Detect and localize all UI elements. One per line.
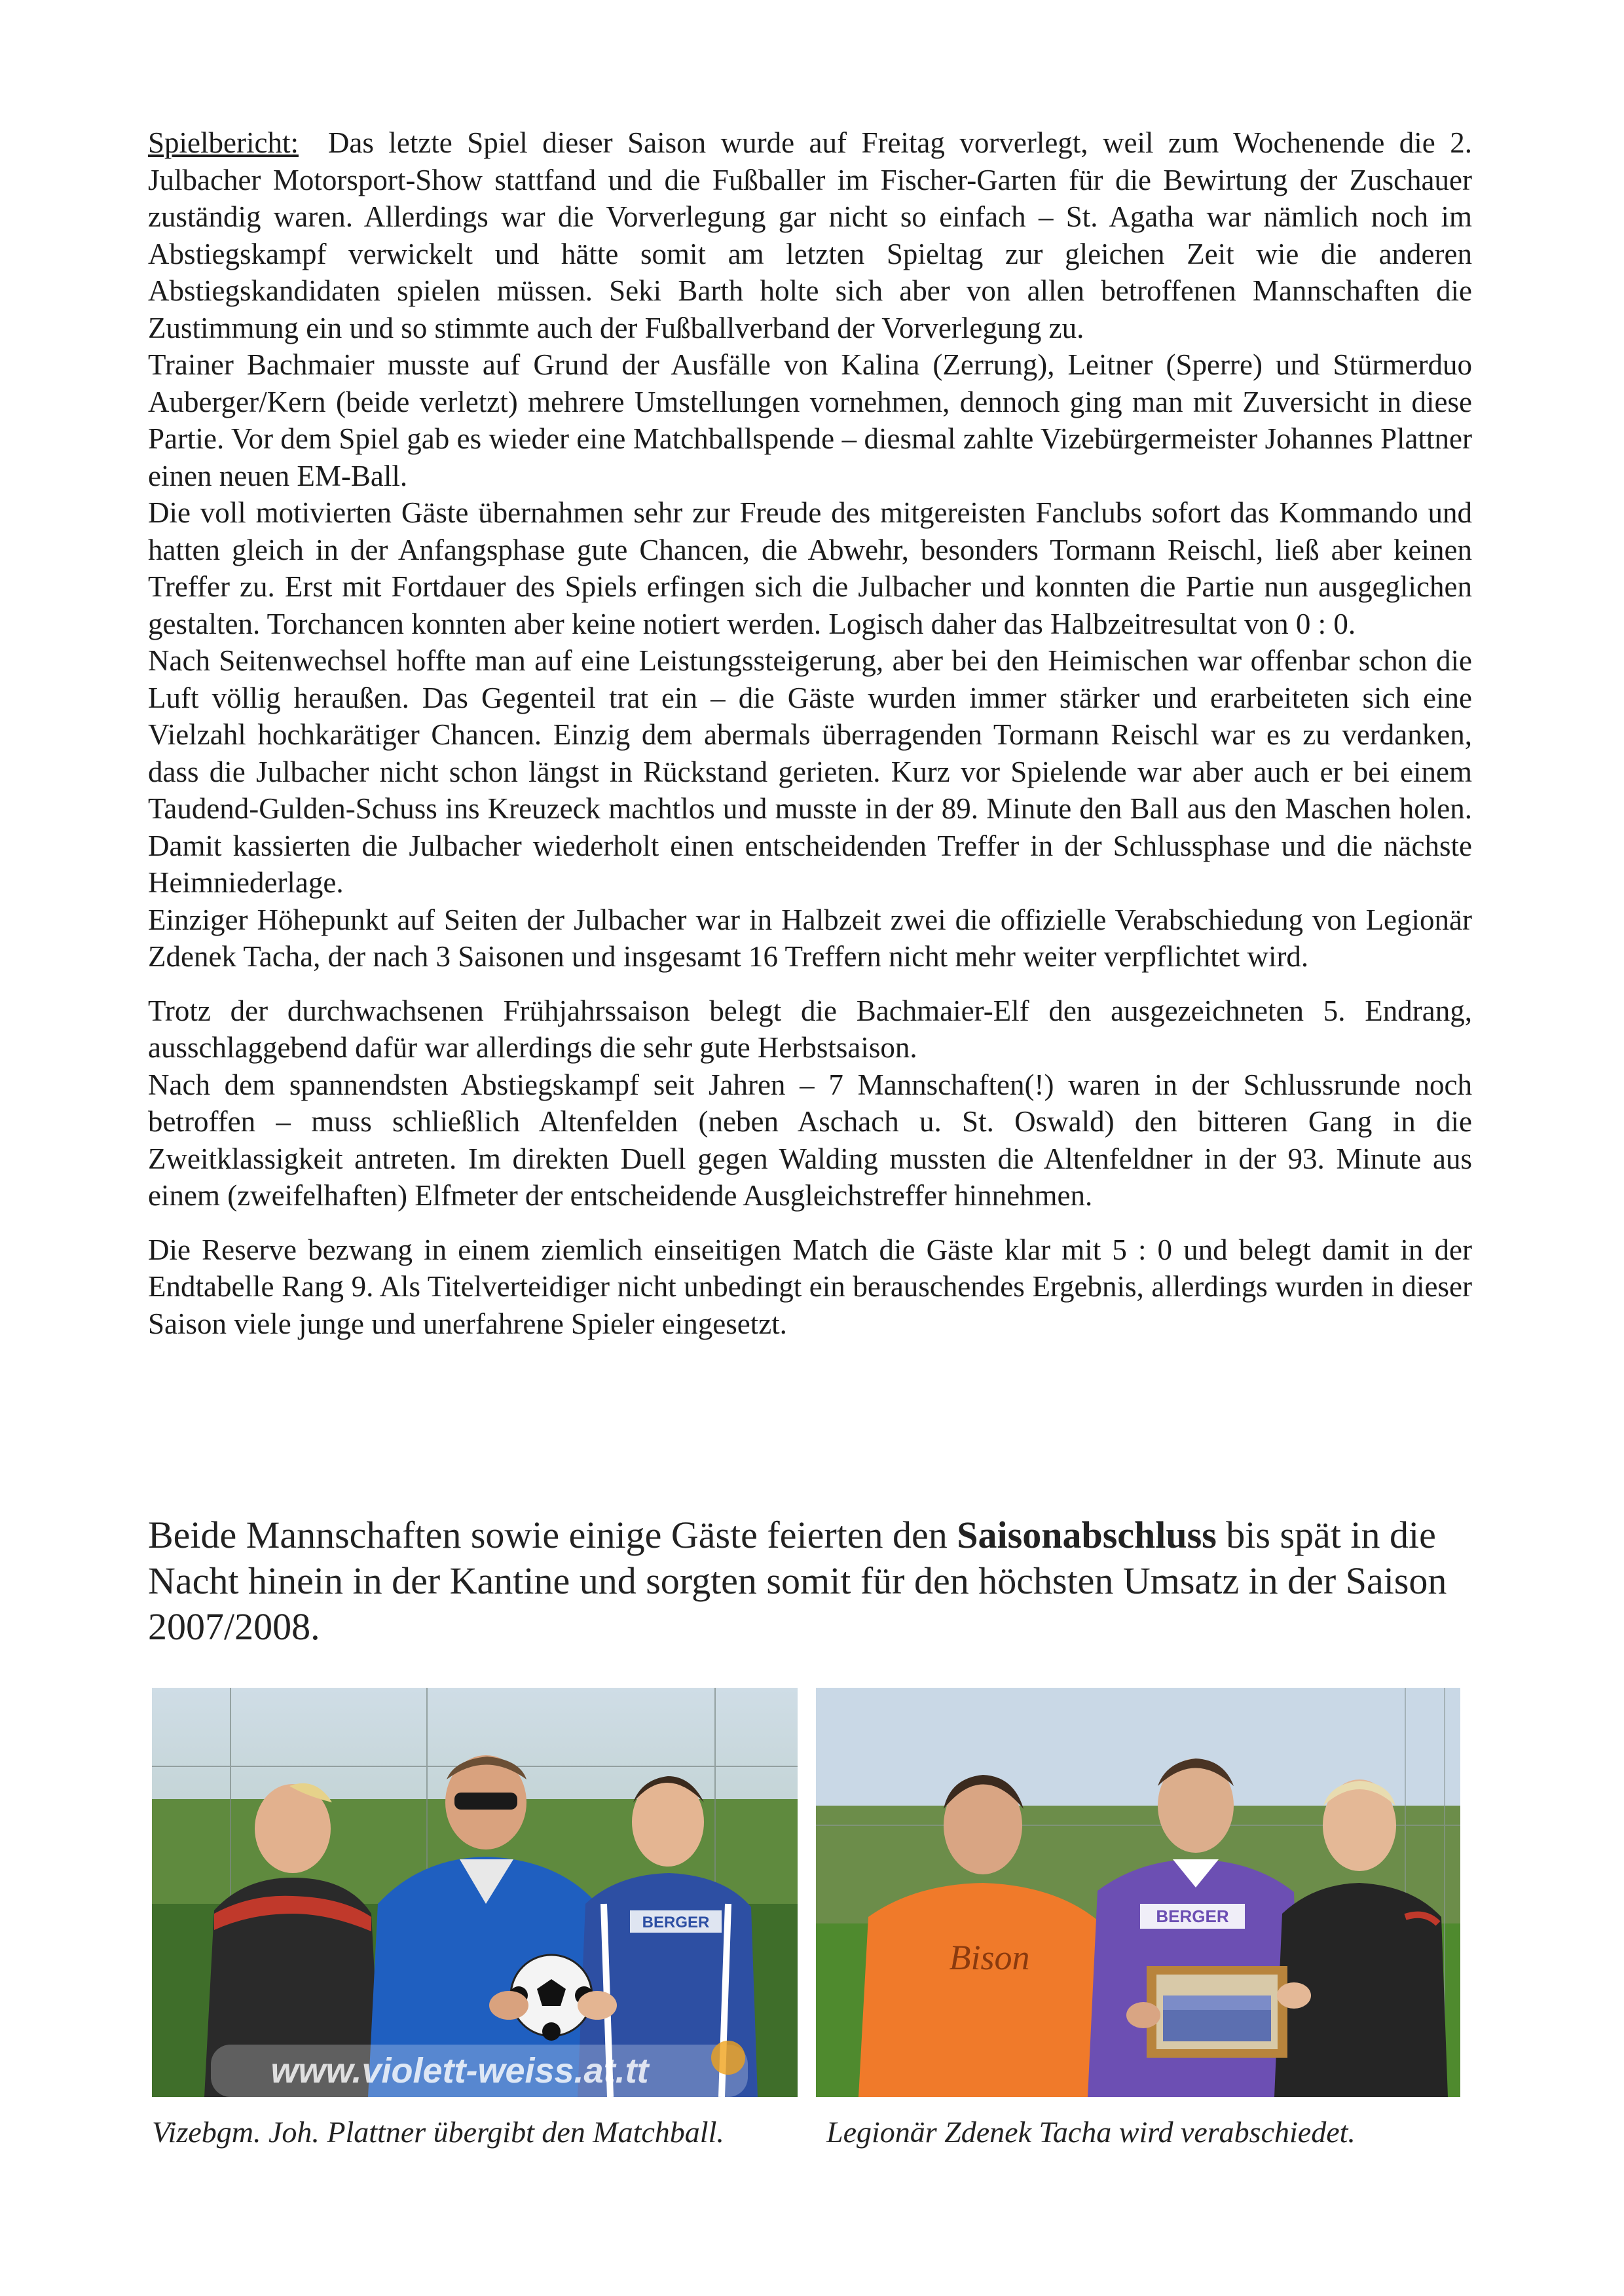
season-closing-note — [148, 1512, 1472, 1650]
hand — [578, 1991, 617, 2020]
report-paragraph-4: Nach Seitenwechsel hoffte man auf eine Leistungssteigerung, aber bei den Heimischen war offenbar schon die Luft völlig heraußen. Das Gegenteil trat ein – die Gäste wurden immer stärker und erarbeiteten sich eine Vielzahl hochkarätiger Chancen. Einzig dem abermals überragenden Tormann Reischl war es zu verdanken, dass die Julbacher nicht schon längst in Rückstand gerieten. Kurz vor Spielende war aber auch er bei einem Taudend-Gulden-Schuss ins Kreuzeck machtlos und musste in der 89. Minute den Ball aus den Maschen holen. Damit kassierten die Julbacher wiederholt einen entscheidenden Treffer in der Schlussphase und die nächste Heimniederlage. — [148, 644, 1472, 899]
caption-right: Legionär Zdenek Tacha wird verabschiedet. — [826, 2115, 1356, 2149]
photo-matchball-handover — [152, 1688, 798, 2097]
caption-left: Vizebgm. Joh. Plattner übergibt den Matchball. — [152, 2115, 724, 2149]
watermark-text: www.violett-weiss.at.tt — [270, 2051, 649, 2090]
closing-text-before: Beide Mannschaften sowie einige Gäste feierten den — [148, 1514, 957, 1556]
shirt-print-orange: Bison — [949, 1938, 1030, 1977]
report-paragraph-1 — [148, 124, 1472, 346]
report-paragraph-5: Einziger Höhepunkt auf Seiten der Julbacher war in Halbzeit zwei die offizielle Verabschiedung von Legionär Zdenek Tacha, der nach 3 Saisonen und insgesamt 16 Treffern nicht mehr weiter verpflichtet wird. — [148, 903, 1472, 973]
photo-right-illustration — [816, 1688, 1460, 2097]
report-lead: Spielbericht: — [148, 126, 299, 159]
closing-text-bold: Saisonabschluss — [957, 1514, 1217, 1556]
report-paragraph-6: Trotz der durchwachsenen Frühjahrssaison belegt die Bachmaier-Elf den ausgezeichneten 5. Endrang, ausschlaggebend dafür war allerdings die sehr gute Herbstsaison. — [148, 994, 1472, 1064]
hand — [489, 1991, 528, 2020]
match-report — [148, 124, 1472, 1342]
shirt-print: BERGER — [1156, 1906, 1229, 1926]
report-paragraph-3: Die voll motivierten Gäste übernahmen sehr zur Freude des mitgereisten Fanclubs sofort das Kommando und hatten gleich in der Anfangsphase gute Chancen, die Abwehr, besonders Tormann Reischl, ließ aber keinen Treffer zu. Erst mit Fortdauer des Spiels erfingen sich die Julbacher und konnten die Partie nun ausgeglichen gestalten. Torchancen konnten aber keine notiert werden. Logisch daher das Halbzeitresultat von 0 : 0. — [148, 496, 1472, 640]
photo-farewell-tacha — [816, 1688, 1460, 2097]
report-paragraph-1-text: Das letzte Spiel dieser Saison wurde auf Freitag vorverlegt, weil zum Wochenende die 2. Julbacher Motorsport-Show stattfand und die Fußballer im Fischer-Garten für die Bewirtung der Zuschauer zuständig waren. Allerdings war die Vorverlegung gar nicht so einfach – St. Agatha war nämlich noch im Abstiegskampf verwickelt und hätte somit am letzten Spieltag zur gleichen Zeit wie die anderen Abstiegskandidaten spielen müssen. Seki Barth holte sich aber von allen betroffenen Mannschaften die Zustimmung ein und so stimmte auch der Fußballverband der Vorverlegung zu. — [148, 126, 1472, 344]
report-paragraph-2: Trainer Bachmaier musste auf Grund der Ausfälle von Kalina (Zerrung), Leitner (Sperre) und Stürmerduo Auberger/Kern (beide verletzt) mehrere Umstellungen vornehmen, dennoch ging man mit Zuversicht in diese Partie. Vor dem Spiel gab es wieder eine Matchballspende – diesmal zahlte Vizebürgermeister Johannes Plattner einen neuen EM-Ball. — [148, 348, 1472, 492]
report-paragraph-8: Die Reserve bezwang in einem ziemlich einseitigen Match die Gäste klar mit 5 : 0 und belegt damit in der Endtabelle Rang 9. Als Titelverteidiger nicht unbedingt ein berauschendes Ergebnis, allerdings wurden in dieser Saison viele junge und unerfahrene Spieler eingesetzt. — [148, 1233, 1472, 1340]
hand — [1277, 1982, 1311, 2009]
shirt-print: BERGER — [642, 1914, 710, 1931]
report-paragraph-7: Nach dem spannendsten Abstiegskampf seit Jahren – 7 Mannschaften(!) waren in der Schlussrunde noch betroffen – muss schließlich Altenfelden (neben Aschach u. St. Oswald) den bitteren Gang in die Zweitklassigkeit antreten. Im direkten Duell gegen Walding mussten die Altenfeldner in der 93. Minute aus einem (zweifelhaften) Elfmeter der entscheidende Ausgleichstreffer hinnehmen. — [148, 1068, 1472, 1212]
framed-team-photo — [1147, 1966, 1287, 2058]
hand — [1126, 2002, 1160, 2028]
closing-text-after: bis spät in die Nacht hinein in der Kantine und sorgten somit für den höchsten Umsatz in der Saison 2007/2008. — [148, 1514, 1447, 1648]
club-logo-icon — [711, 2041, 745, 2075]
photo-left-illustration — [152, 1688, 798, 2097]
